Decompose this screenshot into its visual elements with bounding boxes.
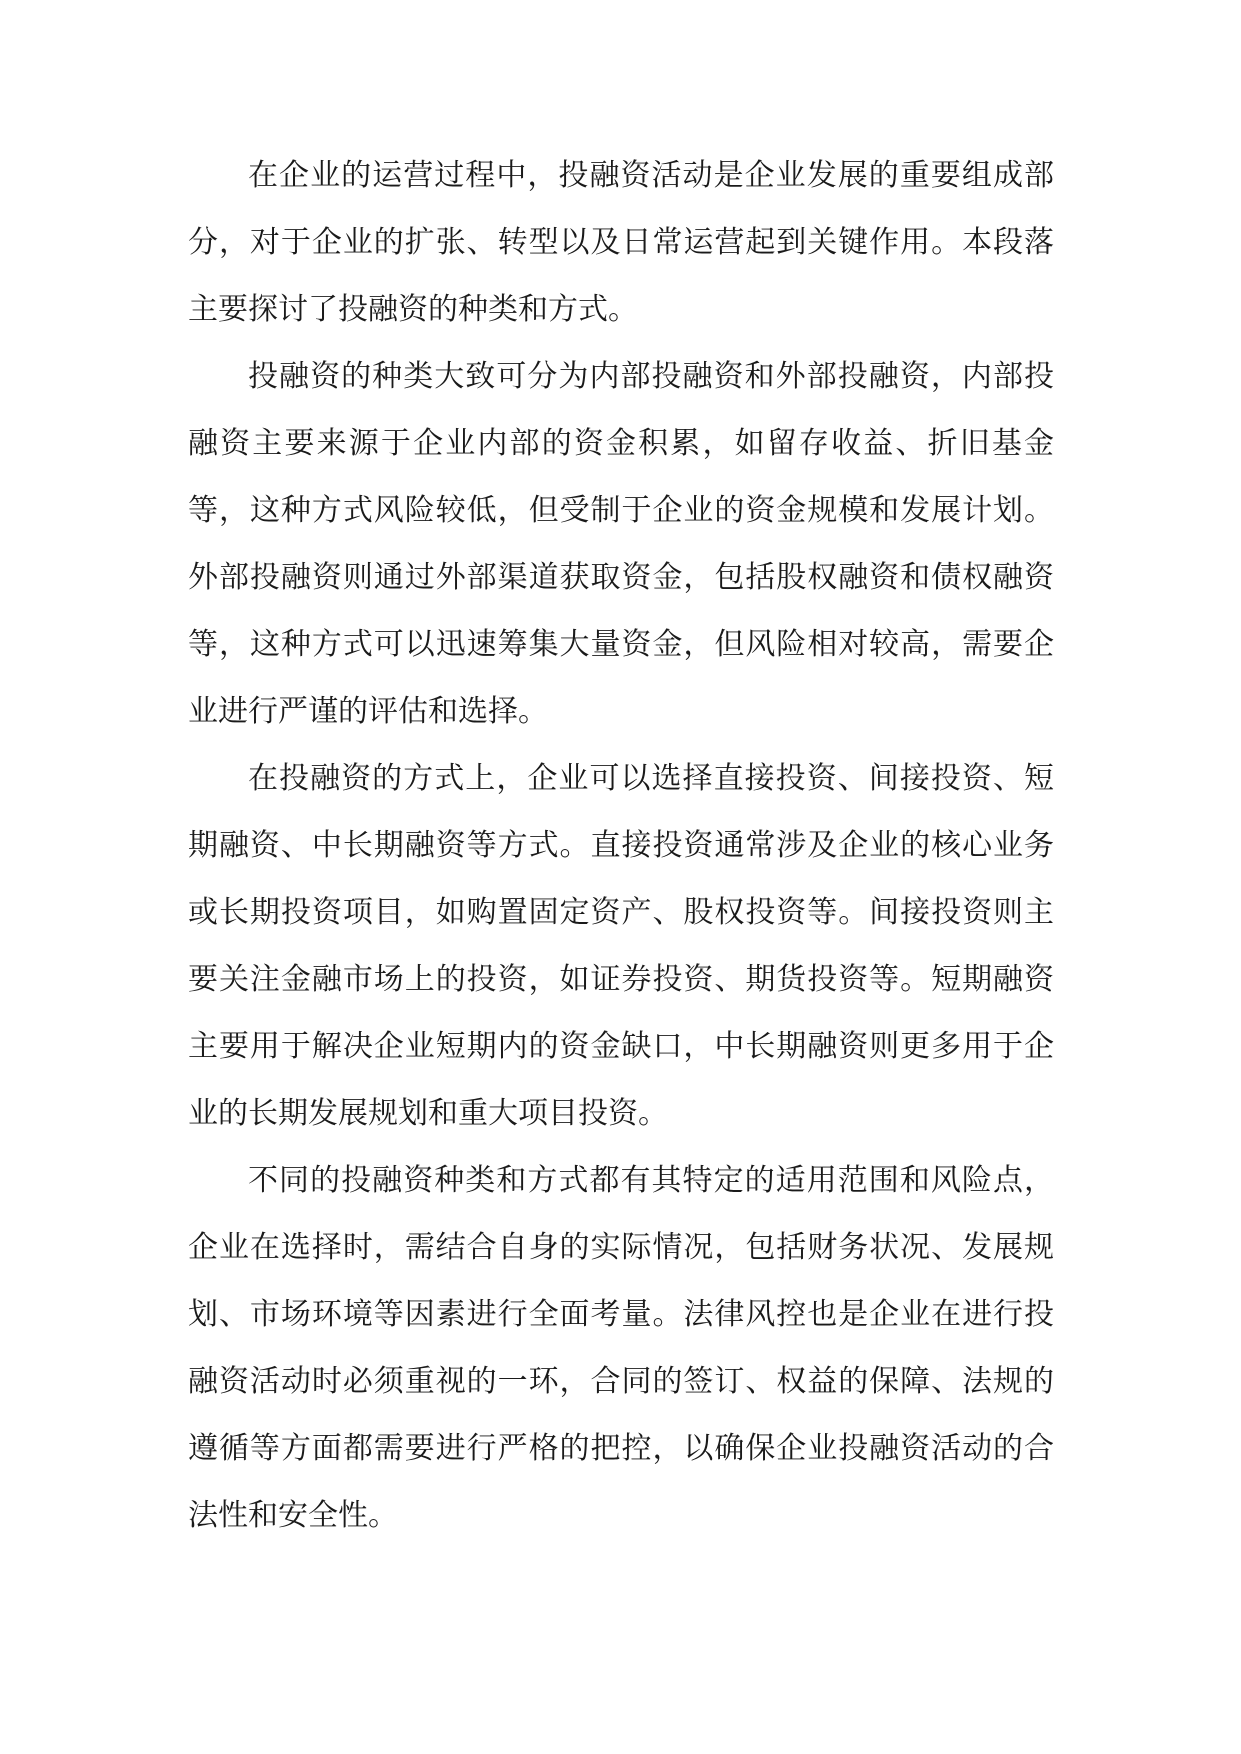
paragraph-intro: 在企业的运营过程中，投融资活动是企业发展的重要组成部分，对于企业的扩张、转型以及日常运营起到关键作用。本段落主要探讨了投融资的种类和方式。 <box>188 158 1054 327</box>
paragraph-methods: 在投融资的方式上，企业可以选择直接投资、间接投资、短期融资、中长期融资等方式。直接投资通常涉及企业的核心业务或长期投资项目，如购置固定资产、股权投资等。间接投资则主要关注金融市场上的投资，如证券投资、期货投资等。短期融资主要用于解决企业短期内的资金缺口，中长期融资则更多用于企业的长期发展规划和重大项目投资。 <box>188 761 1054 1131</box>
document-body <box>188 142 1054 1549</box>
paragraph-types: 投融资的种类大致可分为内部投融资和外部投融资，内部投融资主要来源于企业内部的资金积累，如留存收益、折旧基金等，这种方式风险较低，但受制于企业的资金规模和发展计划。外部投融资则通过外部渠道获取资金，包括股权融资和债权融资等，这种方式可以迅速筹集大量资金，但风险相对较高，需要企业进行严谨的评估和选择。 <box>188 359 1054 729</box>
paragraph-risk-control: 不同的投融资种类和方式都有其特定的适用范围和风险点，企业在选择时，需结合自身的实际情况，包括财务状况、发展规划、市场环境等因素进行全面考量。法律风控也是企业在进行投融资活动时必须重视的一环，合同的签订、权益的保障、法规的遵循等方面都需要进行严格的把控，以确保企业投融资活动的合法性和安全性。 <box>188 1163 1054 1533</box>
